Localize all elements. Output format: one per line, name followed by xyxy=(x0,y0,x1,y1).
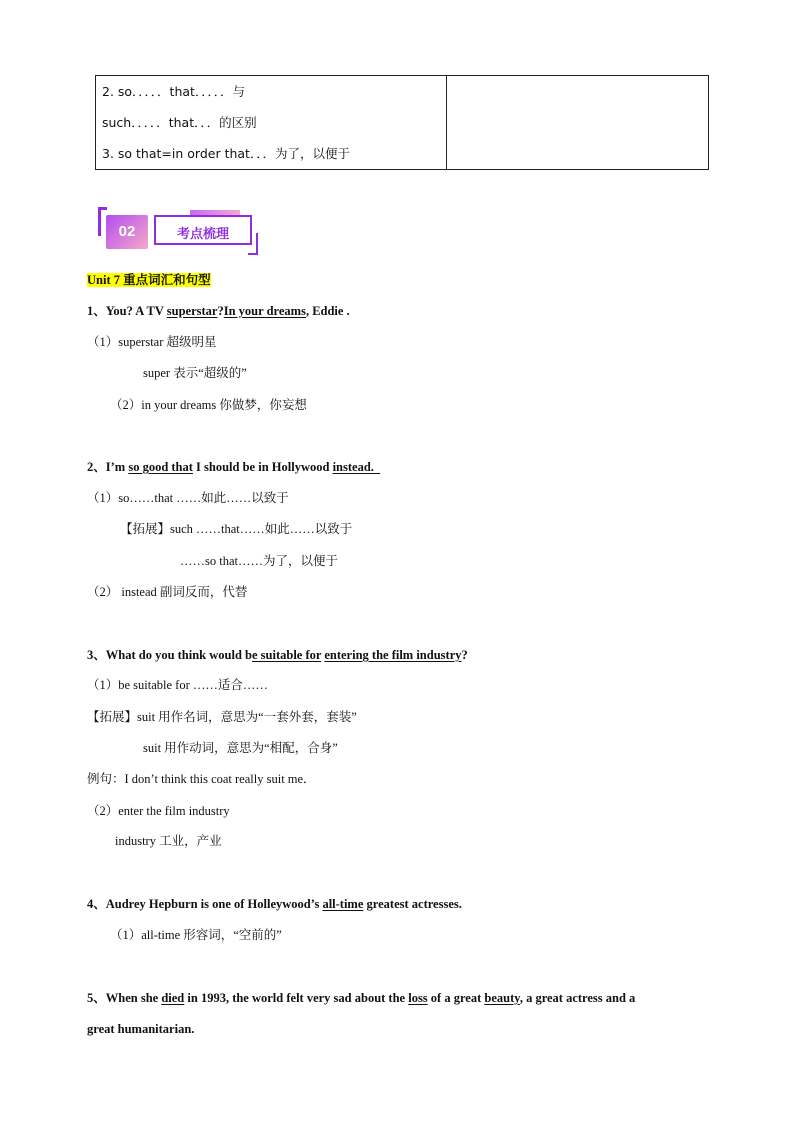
table-row-2: such．．．．．that．．．的区别 xyxy=(102,115,257,130)
item-4-sentence: 4、Audrey Hepburn is one of Holleywood’s all-time greatest actresses. xyxy=(87,897,462,911)
table-divider xyxy=(446,76,447,169)
item-1-sentence: 1、You? A TV superstar?In your dreams, Eddie . xyxy=(87,304,350,318)
item-5-sentence-cont: great humanitarian. xyxy=(87,1022,195,1036)
item-2-note-1: （1）so……that ……如此……以致于 xyxy=(87,491,289,505)
item-2-note-4: （2） instead 副词反而，代替 xyxy=(87,585,248,599)
section-number: 02 xyxy=(118,223,136,240)
item-1-note-1: （1）superstar 超级明星 xyxy=(87,335,217,349)
item-1-note-2: super 表示“超级的” xyxy=(143,366,247,380)
item-2-sentence: 2、I’m so good that I should be in Hollywood instead. xyxy=(87,460,374,474)
section-badge xyxy=(98,207,262,257)
table-row-1: 2. so．．．．．that．．．．．与 xyxy=(102,84,245,99)
item-3-note-2: 【拓展】suit 用作名词，意思为“一套外套，套装” xyxy=(87,710,357,724)
item-4-note-1: （1）all-time 形容词，“空前的” xyxy=(110,928,282,942)
table-row-3: 3. so that=in order that．．．为了，以便于 xyxy=(102,146,350,161)
item-2-note-2: 【拓展】such ……that……如此……以致于 xyxy=(120,522,353,536)
section-title: 考点梳理 xyxy=(176,227,229,242)
section-title-box xyxy=(154,215,252,245)
item-3-note-3: suit 用作动词，意思为“相配，合身” xyxy=(143,741,338,755)
item-3-note-4: （2）enter the film industry xyxy=(87,804,230,818)
section-number-box xyxy=(106,215,148,249)
item-5-sentence: 5、When she died in 1993, the world felt very sad about the loss of a great beauty, a great actress and a xyxy=(87,991,636,1005)
item-3-example: 例句：I don’t think this coat really suit me． xyxy=(87,772,316,786)
item-3-note-1: （1）be suitable for ……适合…… xyxy=(87,678,268,692)
item-3-sentence: 3、What do you think would be suitable for entering the film industry? xyxy=(87,648,468,662)
unit-heading: Unit 7 重点词汇和句型 xyxy=(87,273,211,287)
item-1-note-3: （2）in your dreams 你做梦，你妄想 xyxy=(110,398,307,412)
item-2-note-3: ……so that……为了，以便于 xyxy=(180,554,338,568)
item-3-note-5: industry 工业，产业 xyxy=(115,834,222,848)
